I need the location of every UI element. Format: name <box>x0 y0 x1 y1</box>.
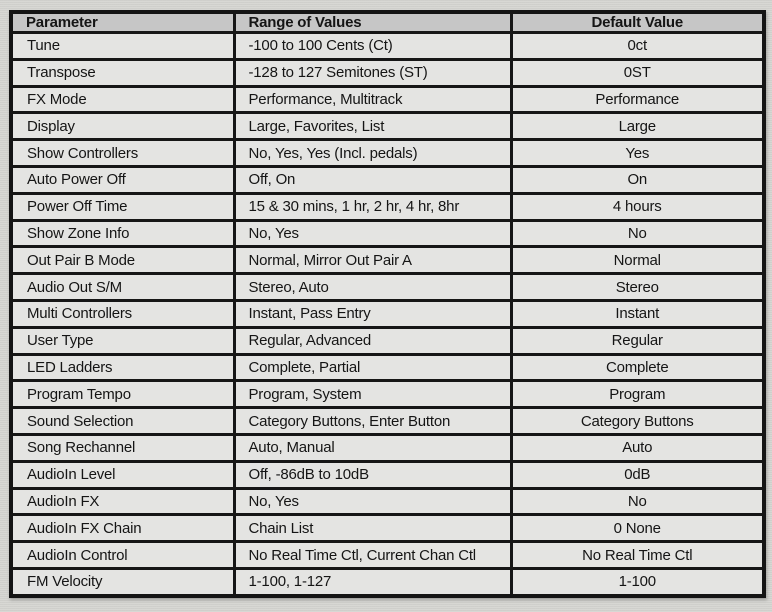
header-parameter: Parameter <box>11 12 234 33</box>
range-cell: Normal, Mirror Out Pair A <box>234 247 511 274</box>
parameter-cell: Show Zone Info <box>11 220 234 247</box>
table-row <box>11 434 764 461</box>
default-cell: Normal <box>511 247 764 274</box>
parameter-cell: AudioIn FX <box>11 488 234 515</box>
range-cell: Regular, Advanced <box>234 327 511 354</box>
range-cell: Auto, Manual <box>234 434 511 461</box>
range-cell: Complete, Partial <box>234 354 511 381</box>
range-cell: 15 & 30 mins, 1 hr, 2 hr, 4 hr, 8hr <box>234 193 511 220</box>
table-row <box>11 59 764 86</box>
table-row <box>11 274 764 301</box>
table-row <box>11 220 764 247</box>
table-row <box>11 113 764 140</box>
parameter-cell: FX Mode <box>11 86 234 113</box>
table-row <box>11 166 764 193</box>
table-row <box>11 86 764 113</box>
default-cell: Performance <box>511 86 764 113</box>
default-cell: Complete <box>511 354 764 381</box>
parameter-cell: Song Rechannel <box>11 434 234 461</box>
range-cell: -128 to 127 Semitones (ST) <box>234 59 511 86</box>
parameter-cell: FM Velocity <box>11 568 234 596</box>
range-cell: No, Yes <box>234 220 511 247</box>
range-cell: Program, System <box>234 381 511 408</box>
parameter-cell: AudioIn Control <box>11 542 234 569</box>
parameter-cell: Power Off Time <box>11 193 234 220</box>
default-cell: Stereo <box>511 274 764 301</box>
parameter-cell: User Type <box>11 327 234 354</box>
parameter-cell: Program Tempo <box>11 381 234 408</box>
table-row <box>11 488 764 515</box>
range-cell: 1-100, 1-127 <box>234 568 511 596</box>
parameter-cell: Transpose <box>11 59 234 86</box>
table-row <box>11 247 764 274</box>
range-cell: Chain List <box>234 515 511 542</box>
table-row <box>11 461 764 488</box>
table-row <box>11 193 764 220</box>
default-cell: 0ct <box>511 33 764 60</box>
default-cell: Program <box>511 381 764 408</box>
parameter-cell: Show Controllers <box>11 140 234 167</box>
parameter-cell: Audio Out S/M <box>11 274 234 301</box>
header-range-of-values: Range of Values <box>234 12 511 33</box>
parameter-cell: Auto Power Off <box>11 166 234 193</box>
range-cell: No, Yes <box>234 488 511 515</box>
default-cell: 0ST <box>511 59 764 86</box>
parameter-cell: Out Pair B Mode <box>11 247 234 274</box>
range-cell: Performance, Multitrack <box>234 86 511 113</box>
table-body <box>11 33 764 597</box>
parameter-cell: Sound Selection <box>11 408 234 435</box>
default-cell: No <box>511 220 764 247</box>
table-row <box>11 300 764 327</box>
header-row <box>11 12 764 33</box>
parameter-cell: Multi Controllers <box>11 300 234 327</box>
range-cell: Stereo, Auto <box>234 274 511 301</box>
default-cell: On <box>511 166 764 193</box>
table-row <box>11 327 764 354</box>
parameter-cell: Display <box>11 113 234 140</box>
header-default-value: Default Value <box>511 12 764 33</box>
range-cell: No, Yes, Yes (Incl. pedals) <box>234 140 511 167</box>
default-cell: Instant <box>511 300 764 327</box>
default-cell: No Real Time Ctl <box>511 542 764 569</box>
range-cell: Large, Favorites, List <box>234 113 511 140</box>
default-cell: 0 None <box>511 515 764 542</box>
table-row <box>11 542 764 569</box>
default-cell: 4 hours <box>511 193 764 220</box>
range-cell: Instant, Pass Entry <box>234 300 511 327</box>
parameter-table <box>9 10 766 598</box>
table-row <box>11 33 764 60</box>
parameter-cell: AudioIn Level <box>11 461 234 488</box>
default-cell: Yes <box>511 140 764 167</box>
default-cell: Category Buttons <box>511 408 764 435</box>
default-cell: No <box>511 488 764 515</box>
default-cell: Auto <box>511 434 764 461</box>
default-cell: 0dB <box>511 461 764 488</box>
table-row <box>11 354 764 381</box>
parameter-cell: AudioIn FX Chain <box>11 515 234 542</box>
range-cell: Category Buttons, Enter Button <box>234 408 511 435</box>
parameter-cell: Tune <box>11 33 234 60</box>
range-cell: No Real Time Ctl, Current Chan Ctl <box>234 542 511 569</box>
table-row <box>11 568 764 596</box>
default-cell: Regular <box>511 327 764 354</box>
parameter-cell: LED Ladders <box>11 354 234 381</box>
table-row <box>11 408 764 435</box>
range-cell: -100 to 100 Cents (Ct) <box>234 33 511 60</box>
default-cell: 1-100 <box>511 568 764 596</box>
range-cell: Off, On <box>234 166 511 193</box>
default-cell: Large <box>511 113 764 140</box>
table-row <box>11 140 764 167</box>
table-row <box>11 381 764 408</box>
range-cell: Off, -86dB to 10dB <box>234 461 511 488</box>
table-row <box>11 515 764 542</box>
